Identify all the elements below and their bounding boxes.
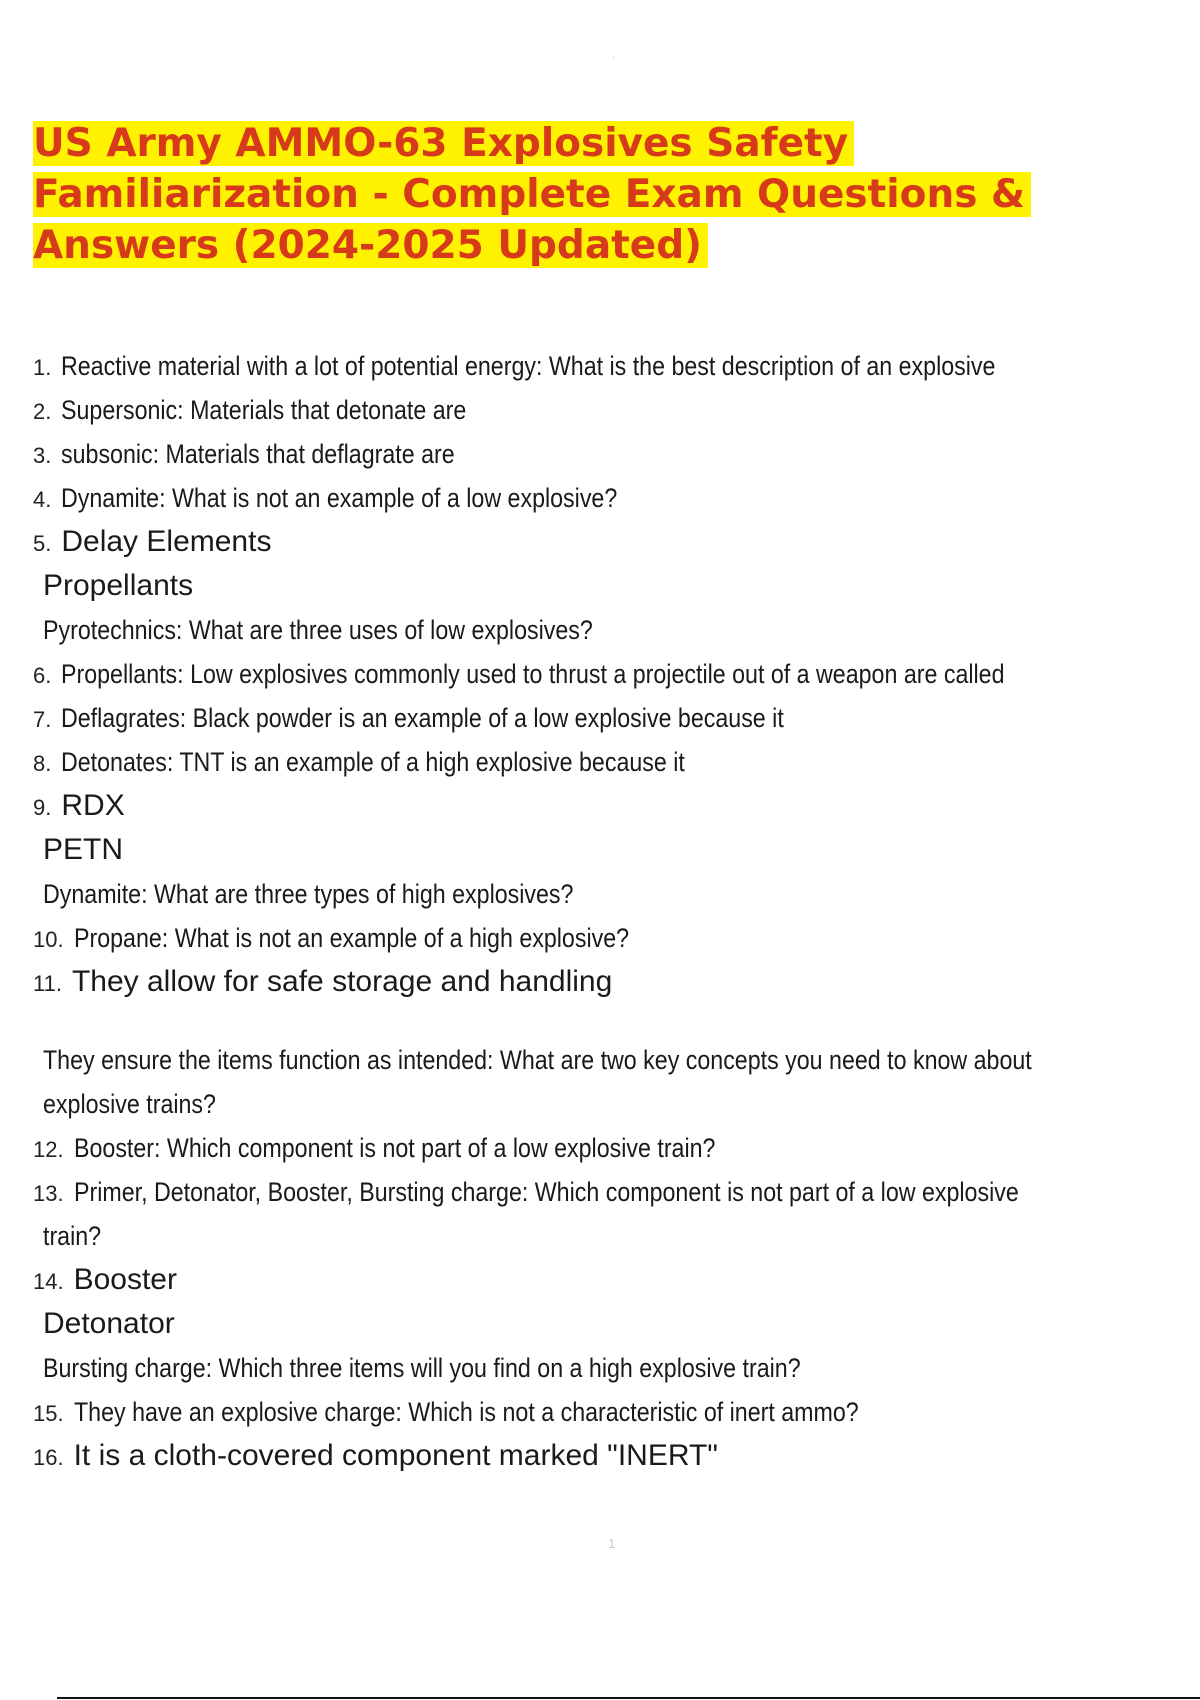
qa-line bbox=[33, 1133, 819, 1165]
qa-text: Propane: What is not an example of a high explosive? bbox=[73, 923, 629, 953]
qa-text: It is a cloth-covered component marked "INERT" bbox=[73, 1439, 718, 1472]
item-number: 5. bbox=[33, 531, 52, 556]
top-mark: . bbox=[612, 50, 615, 61]
qa-text: Bursting charge: Which three items will you find on a high explosive train? bbox=[43, 1353, 801, 1383]
qa-line bbox=[33, 835, 123, 865]
item-number: 10. bbox=[33, 927, 64, 952]
qa-line bbox=[33, 1265, 177, 1297]
item-number: 9. bbox=[33, 795, 52, 820]
qa-text: Pyrotechnics: What are three uses of low explosives? bbox=[43, 615, 593, 645]
qa-line bbox=[33, 483, 708, 515]
qa-text: Booster bbox=[73, 1263, 177, 1296]
item-number: 6. bbox=[33, 663, 52, 688]
qa-text: PETN bbox=[43, 833, 124, 866]
qa-text: Detonator bbox=[43, 1307, 175, 1340]
qa-line bbox=[33, 1177, 1172, 1209]
qa-text: subsonic: Materials that deflagrate are bbox=[61, 439, 456, 469]
item-number: 16. bbox=[33, 1445, 64, 1470]
qa-text: They have an explosive charge: Which is not a characteristic of inert ammo? bbox=[73, 1397, 859, 1427]
qa-line bbox=[33, 527, 271, 559]
qa-line bbox=[33, 1353, 924, 1383]
qa-text: Propellants: Low explosives commonly used to thrust a projectile out of a weapon are called bbox=[61, 659, 1005, 689]
item-number: 8. bbox=[33, 751, 52, 776]
item-number: 13. bbox=[33, 1181, 64, 1206]
qa-line bbox=[33, 1221, 111, 1251]
qa-line bbox=[33, 659, 1158, 691]
item-number: 12. bbox=[33, 1137, 64, 1162]
qa-text: They ensure the items function as intended: What are two key concepts you need to know about bbox=[43, 1045, 1032, 1075]
item-number: 14. bbox=[33, 1269, 64, 1294]
item-number: 11. bbox=[33, 971, 62, 996]
item-number: 7. bbox=[33, 707, 52, 732]
qa-text: explosive trains? bbox=[43, 1089, 216, 1119]
qa-line bbox=[33, 571, 193, 601]
qa-text: Primer, Detonator, Booster, Bursting charge: Which component is not part of a low explosive bbox=[73, 1177, 1019, 1207]
qa-line bbox=[33, 615, 682, 645]
qa-line bbox=[33, 967, 612, 999]
item-number: 3. bbox=[33, 443, 52, 468]
qa-text: RDX bbox=[61, 789, 125, 822]
qa-line bbox=[33, 1441, 718, 1473]
qa-text: Dynamite: What are three types of high explosives? bbox=[43, 879, 574, 909]
qa-line bbox=[33, 923, 719, 955]
qa-line bbox=[33, 1309, 175, 1339]
qa-line bbox=[33, 791, 125, 823]
qa-text: Dynamite: What is not an example of a low explosive? bbox=[61, 483, 618, 513]
qa-line bbox=[33, 747, 787, 779]
qa-line bbox=[33, 1089, 244, 1119]
qa-text: Deflagrates: Black powder is an example of a low explosive because it bbox=[61, 703, 785, 733]
qa-line bbox=[33, 1045, 1193, 1075]
item-number: 15. bbox=[33, 1401, 64, 1426]
document-title bbox=[33, 118, 1163, 271]
qa-text: Propellants bbox=[43, 569, 194, 602]
qa-line bbox=[33, 395, 533, 427]
qa-text: They allow for safe storage and handling bbox=[71, 965, 613, 998]
item-number: 1. bbox=[33, 355, 52, 380]
qa-line bbox=[33, 703, 902, 735]
qa-text: Booster: Which component is not part of a low explosive train? bbox=[73, 1133, 716, 1163]
item-number: 4. bbox=[33, 487, 52, 512]
qa-line bbox=[33, 439, 519, 471]
qa-text: Delay Elements bbox=[61, 525, 272, 558]
qa-line bbox=[33, 351, 1148, 383]
qa-text: Reactive material with a lot of potential energy: What is the best description of an explosive bbox=[61, 351, 996, 381]
item-number: 2. bbox=[33, 399, 52, 424]
footer-divider bbox=[57, 1697, 1200, 1699]
qa-text: Supersonic: Materials that detonate are bbox=[61, 395, 467, 425]
qa-text: train? bbox=[43, 1221, 102, 1251]
qa-text: Detonates: TNT is an example of a high explosive because it bbox=[61, 747, 686, 777]
qa-line bbox=[33, 1397, 986, 1429]
qa-line bbox=[33, 879, 660, 909]
page-number: 1 bbox=[608, 1536, 616, 1551]
title-highlight: US Army AMMO-63 Explosives Safety Familiarization - Complete Exam Questions & Answers (2024-2025 Updated) bbox=[33, 121, 1031, 268]
